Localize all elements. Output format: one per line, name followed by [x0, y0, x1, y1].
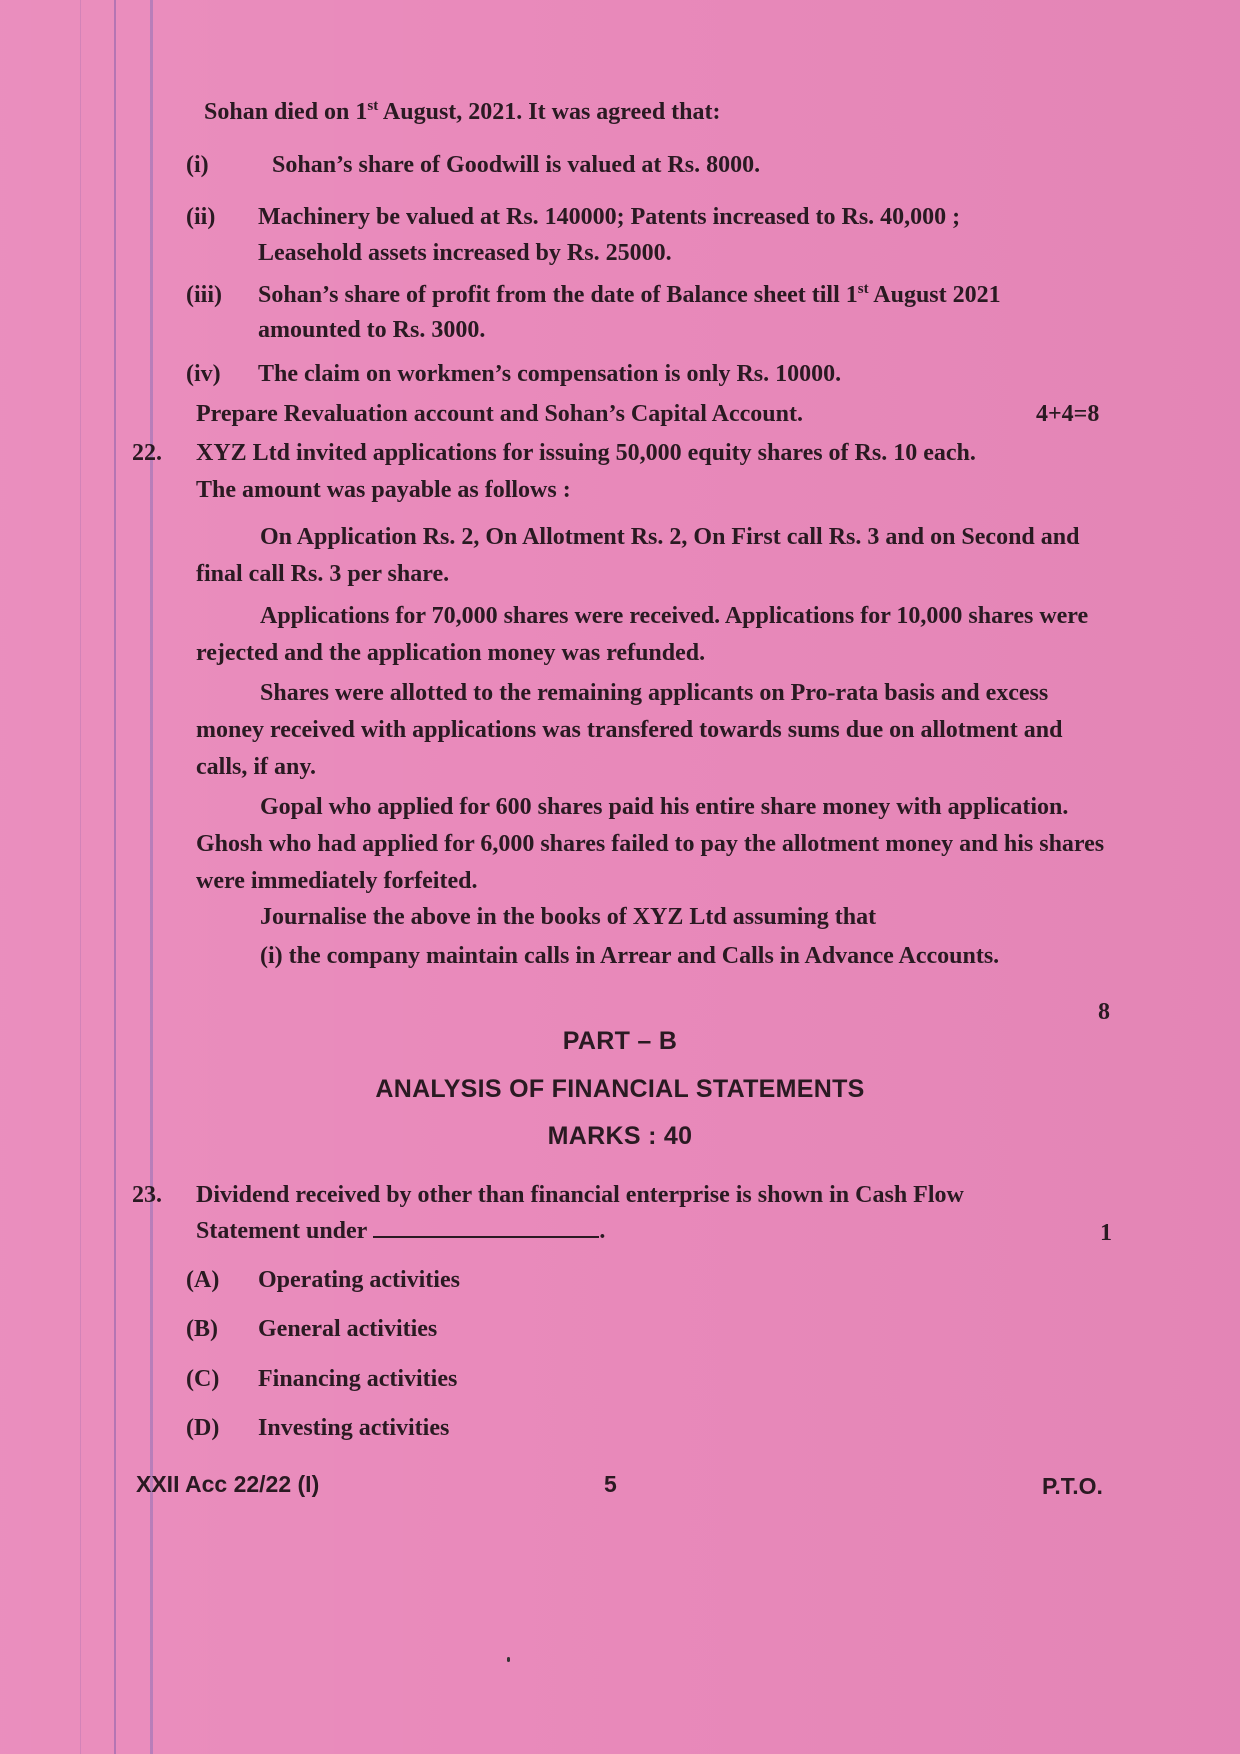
q21-item-number: (ii)	[186, 204, 216, 230]
q21-intro: Sohan died on 1st August, 2021. It was agreed that:	[204, 98, 721, 125]
question-number: 23.	[132, 1182, 162, 1208]
q22-line: The amount was payable as follows :	[196, 477, 571, 503]
option-text: Investing activities	[258, 1415, 450, 1441]
q22-paragraph: Shares were allotted to the remaining applicants on Pro-rata basis and excess money received with applications was transfered towards sums due on allotment and calls, if any.	[196, 680, 1063, 780]
part-subtitle: ANALYSIS OF FINANCIAL STATEMENTS	[375, 1075, 865, 1103]
q23-line: Statement under .	[196, 1218, 606, 1244]
question-number: 22.	[132, 440, 162, 466]
q21-item-number: (iv)	[186, 361, 221, 387]
q22-paragraph: Gopal who applied for 600 shares paid his entire share money with application. Ghosh who had applied for 6,000 shares failed to pay the allotment money and his shares were immediately forfeited.	[196, 794, 1105, 894]
q21-instruction: Prepare Revaluation account and Sohan’s Capital Account.	[196, 401, 803, 427]
page-number: 5	[604, 1471, 617, 1497]
option-text: General activities	[258, 1316, 438, 1342]
q22-marks: 8	[1098, 999, 1110, 1025]
q22-paragraph: On Application Rs. 2, On Allotment Rs. 2, On First call Rs. 3 and on Second and final call Rs. 3 per share.	[196, 524, 1080, 587]
option-text: Operating activities	[258, 1267, 460, 1293]
option-label: (B)	[186, 1316, 218, 1342]
q21-item-text: Machinery be valued at Rs. 140000; Patents increased to Rs. 40,000 ;	[258, 204, 961, 230]
q21-marks: 4+4=8	[1036, 401, 1100, 427]
option-text: Financing activities	[258, 1366, 458, 1392]
q23-line: Dividend received by other than financial enterprise is shown in Cash Flow	[196, 1182, 964, 1208]
q21-item-number: (iii)	[186, 282, 222, 308]
q22-assumption: (i) the company maintain calls in Arrear and Calls in Advance Accounts.	[260, 943, 1000, 969]
q21-item-text: Sohan’s share of profit from the date of Balance sheet till 1st August 2021	[258, 281, 1001, 308]
part-title: PART – B	[562, 1027, 678, 1055]
q21-item-number: (i)	[186, 152, 209, 178]
part-marks: MARKS : 40	[547, 1122, 693, 1150]
q22-journalise: Journalise the above in the books of XYZ Ltd assuming that	[260, 904, 877, 930]
q22-line: XYZ Ltd invited applications for issuing 50,000 equity shares of Rs. 10 each.	[196, 440, 976, 466]
ink-speck	[507, 1657, 510, 1662]
margin-rule	[114, 0, 116, 1754]
q21-item-text: The claim on workmen’s compensation is only Rs. 10000.	[258, 361, 842, 387]
q21-item-text: amounted to Rs. 3000.	[258, 317, 486, 343]
option-label: (C)	[186, 1366, 220, 1392]
pto-label: P.T.O.	[1042, 1473, 1103, 1499]
q21-item-text: Leasehold assets increased by Rs. 25000.	[258, 240, 672, 266]
q21-item-text: Sohan’s share of Goodwill is valued at Rs. 8000.	[272, 152, 761, 178]
answer-blank	[373, 1218, 599, 1238]
q22-paragraph: Applications for 70,000 shares were received. Applications for 10,000 shares were rejected and the application money was refunded.	[196, 603, 1089, 666]
paper-code: XXII Acc 22/22 (I)	[136, 1471, 320, 1497]
option-label: (A)	[186, 1267, 220, 1293]
option-label: (D)	[186, 1415, 220, 1441]
q23-marks: 1	[1100, 1220, 1112, 1246]
margin-rule	[80, 0, 81, 1754]
